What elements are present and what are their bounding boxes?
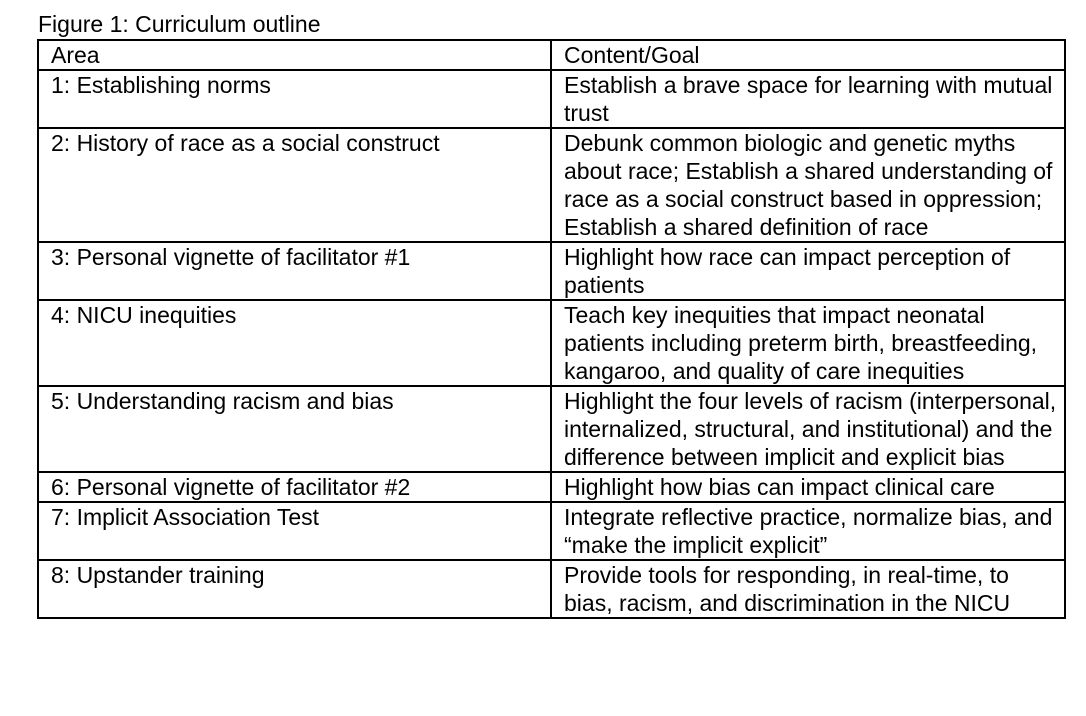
table-row [38, 128, 1065, 242]
goal-cell: Highlight how bias can impact clinical care [551, 472, 1065, 502]
column-header-content-goal: Content/Goal [551, 40, 1065, 70]
table-row [38, 560, 1065, 618]
goal-cell: Highlight how race can impact perception of patients [551, 242, 1065, 300]
table-row [38, 472, 1065, 502]
goal-cell: Debunk common biologic and genetic myths about race; Establish a shared understanding of race as a social construct based in oppression; Establish a shared definition of race [551, 128, 1065, 242]
goal-cell: Provide tools for responding, in real-time, to bias, racism, and discrimination in the NICU [551, 560, 1065, 618]
goal-cell: Highlight the four levels of racism (interpersonal, internalized, structural, and institutional) and the difference between implicit and explicit bias [551, 386, 1065, 472]
header-row [38, 40, 1065, 70]
table-row [38, 386, 1065, 472]
table-row [38, 242, 1065, 300]
area-cell: 7: Implicit Association Test [38, 502, 551, 560]
area-cell: 1: Establishing norms [38, 70, 551, 128]
area-cell: 6: Personal vignette of facilitator #2 [38, 472, 551, 502]
goal-cell: Integrate reflective practice, normalize bias, and “make the implicit explicit” [551, 502, 1065, 560]
area-cell: 2: History of race as a social construct [38, 128, 551, 242]
table-row [38, 502, 1065, 560]
area-cell: 5: Understanding racism and bias [38, 386, 551, 472]
column-header-area: Area [38, 40, 551, 70]
table-row [38, 70, 1065, 128]
figure-caption: Figure 1: Curriculum outline [38, 11, 321, 37]
curriculum-table [37, 39, 1066, 619]
table-row [38, 300, 1065, 386]
goal-cell: Establish a brave space for learning with mutual trust [551, 70, 1065, 128]
area-cell: 4: NICU inequities [38, 300, 551, 386]
goal-cell: Teach key inequities that impact neonatal patients including preterm birth, breastfeeding, kangaroo, and quality of care inequities [551, 300, 1065, 386]
area-cell: 3: Personal vignette of facilitator #1 [38, 242, 551, 300]
area-cell: 8: Upstander training [38, 560, 551, 618]
